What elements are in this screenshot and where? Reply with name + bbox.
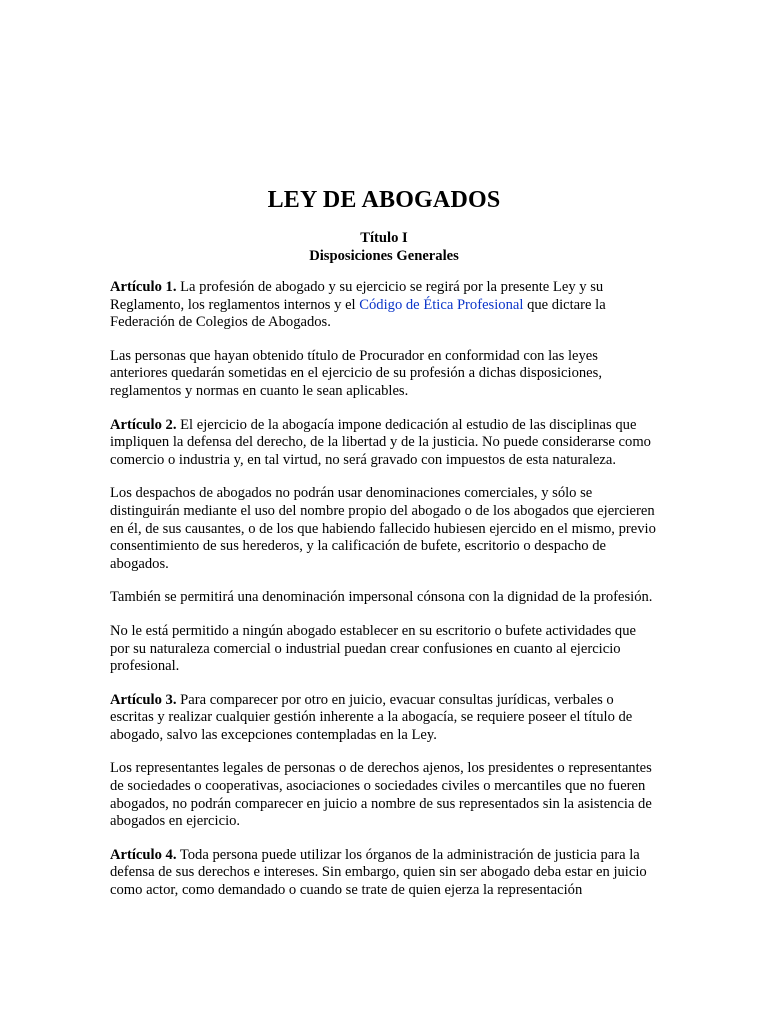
paragraph-procurador: Las personas que hayan obtenido título de Procurador en conformidad con las leyes anteriores quedarán sometidas en el ejercicio de su profesión a dichas disposiciones, reglamentos y normas en cuanto le sean aplicables. bbox=[110, 347, 602, 399]
paragraph-text: La profesión de abogado y su ejercicio se regirá por la presente Ley y su Reglamento, los reglamentos internos y el bbox=[110, 279, 604, 313]
paragraph-despachos: Los despachos de abogados no podrán usar denominaciones comerciales, y sólo se distinguirán mediante el uso del nombre propio del abogado o de los abogados que ejercieren en él, de sus causantes, o de los que habiendo fallecido hubiesen ejercido en el mismo, previo consentimiento de sus herederos, y la calificación de bufete, escritorio o despacho de abogados. bbox=[110, 485, 656, 572]
paragraph-actividades: No le está permitido a ningún abogado establecer en su escritorio o bufete actividades que por su naturaleza comercial o industrial puedan crear confusiones en cuanto al ejercicio profesional. bbox=[110, 622, 637, 675]
article-label: Artículo 2. bbox=[110, 416, 177, 433]
section-subtitle: Disposiciones Generales bbox=[309, 248, 459, 264]
article-label: Artículo 3. bbox=[110, 691, 177, 708]
codigo-etica-link[interactable]: Código de Ética Profesional bbox=[359, 296, 524, 313]
paragraph-text: que dictare la Federación de Colegios de Abogados. bbox=[110, 296, 606, 331]
paragraph-denominacion: También se permitirá una denominación impersonal cónsona con la dignidad de la profesión. bbox=[110, 589, 653, 606]
paragraph-text: El ejercicio de la abogacía impone dedicación al estudio de las disciplinas que impliquen la defensa del derecho, de la libertad y de la justicia. No puede considerarse como comercio o industria y, en tal virtud, no será gravado con impuestos de esta naturaleza. bbox=[110, 416, 651, 468]
paragraph-text: Toda persona puede utilizar los órganos de la administración de justicia para la defensa de sus derechos e intereses. Sin embargo, quien sin ser abogado deba estar en juicio como actor, como demandado o cuando se trate de quien ejerza la representación bbox=[110, 846, 647, 899]
paragraph-articulo-1 bbox=[110, 279, 658, 332]
paragraph-articulo-3 bbox=[110, 692, 658, 745]
document-body bbox=[110, 279, 658, 916]
paragraph-articulo-4 bbox=[110, 847, 658, 900]
article-label: Artículo 1. bbox=[110, 279, 177, 295]
section-title: Título I bbox=[360, 230, 408, 246]
paragraph-articulo-2 bbox=[110, 417, 658, 470]
paragraph-representantes: Los representantes legales de personas o de derechos ajenos, los presidentes o representantes de sociedades o cooperativas, asociaciones o sociedades civiles o mercantiles que no fueren abogados, no podrán comparecer en juicio a nombre de sus representados sin la asistencia de abogados en ejercicio. bbox=[110, 760, 652, 830]
article-label: Artículo 4. bbox=[110, 846, 177, 863]
paragraph-text: Para comparecer por otro en juicio, evacuar consultas jurídicas, verbales o escritas y realizar cualquier gestión inherente a la abogacía, se requiere poseer el título de abogado, salvo las excepciones contempladas en la Ley. bbox=[110, 691, 633, 743]
document-title: LEY DE ABOGADOS bbox=[267, 187, 501, 213]
